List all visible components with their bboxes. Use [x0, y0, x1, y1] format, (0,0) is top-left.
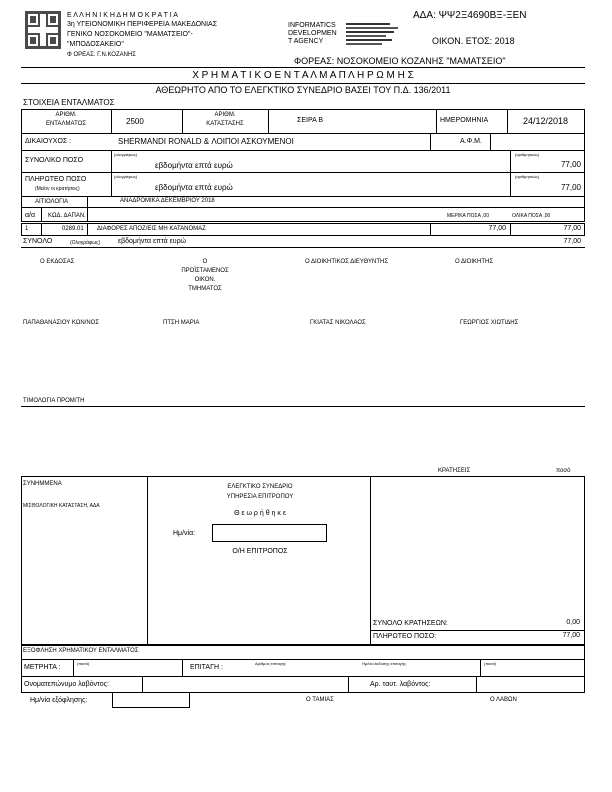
total-label: ΣΥΝΟΛΙΚΟ ΠΟΣΟ	[25, 157, 84, 164]
audit-date-label: Ημ/νία:	[173, 530, 196, 537]
status-num-label: ΑΡΙΘΜ.	[214, 112, 236, 118]
payable-words-hint: (ολογράφως)	[114, 174, 138, 179]
audit-verified: Θ ε ω ρ ή θ η κ ε	[234, 510, 286, 517]
payable-sub: (Μείον οι κρατήσεις)	[35, 186, 80, 192]
hospital-name: ΓΕΝΙΚΟ ΝΟΣΟΚΟΜΕΙΟ "ΜΑΜΑΤΣΕΙΟ"-	[67, 31, 193, 38]
sum-amount: 77,00	[563, 238, 581, 245]
payment-date-label: Ημ/νία εξόφλησης:	[30, 697, 88, 704]
state-emblem-icon	[25, 11, 61, 49]
attached-label: ΣΥΝΗΜΜΕΝΑ	[23, 481, 62, 487]
row-code: 0289.01	[62, 226, 84, 232]
agency-line-1: INFORMATICS	[288, 22, 336, 29]
sig-head-3: ΟΙΚΟΝ.	[194, 277, 216, 283]
mandate-date: 24/12/2018	[523, 116, 569, 126]
reason-label: ΑΙΤΙΟΛΟΓΙΑ	[35, 199, 69, 205]
sig-head-1: Ο	[202, 259, 208, 265]
attached-ada: ΜΙΣΘΟΛΟΓΙΚΗ ΚΑΤΑΣΤΑΣΗ, ΑΔΑ	[23, 503, 100, 509]
agency-line-3: T AGENCY	[288, 38, 324, 45]
header-rule	[21, 67, 585, 68]
reason-value: ΑΝΑΔΡΟΜΙΚΑ ΔΕΚΕΜΒΡΙΟΥ 2018	[120, 198, 215, 204]
name-admin-director: ΓΚΙΑΤΑΣ ΝΙΚΟΛΑΟΣ	[310, 320, 366, 326]
col-aa: α/α	[25, 212, 36, 219]
audit-payable-value: 77,00	[562, 632, 580, 639]
total-digits-hint: (αριθμητικώς)	[515, 152, 540, 157]
audit-commissioner: Ο/Η ΕΠΙΤΡΟΠΟΣ	[232, 548, 288, 555]
deductions-total-value: 0,00	[566, 619, 580, 626]
receiver-label: Ο ΛΑΒΩΝ	[490, 697, 517, 703]
mandate-num-label-2: ΕΝΤΑΛΜΑΤΟΣ	[45, 121, 87, 127]
ada-code: ΑΔΑ: ΨΨ2Ξ4690ΒΞ-ΞΕΝ	[413, 10, 527, 21]
col-code: ΚΩΔ. ΔΑΠΑΝ.	[48, 213, 86, 219]
sig-head-4: ΤΜΗΜΑΤΟΣ	[188, 286, 222, 292]
agency-line-2: DEVELOPMEN	[288, 30, 337, 37]
recipient-id-label: Αρ. ταυτ. λαβόντος:	[370, 681, 431, 688]
hospital-name-2: "ΜΠΟΔΟΣΑΚΕΙΟ"	[67, 41, 124, 48]
document-subtitle: ΑΘΕΩΡΗΤΟ ΑΠΟ ΤΟ ΕΛΕΓΚΤΙΚΟ ΣΥΝΕΔΡΙΟ ΒΑΣΕΙ ΤΟΥ Π.Δ. 136/2011	[155, 85, 451, 95]
audit-court: ΕΛΕΓΚΤΙΚΟ ΣΥΝΕΔΡΙΟ	[227, 484, 293, 490]
sig-head-2: ΠΡΟΪΣΤΑΜΕΝΟΣ	[181, 268, 229, 274]
name-governor: ΓΕΩΡΓΙΟΣ ΧΙΩΤΙΔΗΣ	[460, 320, 519, 326]
total-words-hint: (ολογράφως)	[114, 152, 138, 157]
cheque-number-hint: Αριθμός επιταγής	[255, 661, 287, 666]
row-partial: 77,00	[488, 225, 506, 232]
sum-label: ΣΥΝΟΛΟ	[23, 238, 53, 245]
cash-label: ΜΕΤΡΗΤΑ :	[24, 664, 61, 671]
invoice-label: ΤΙΜΟΛΟΓΙΑ ΠΡΟΜ/ΤΗ	[23, 398, 85, 404]
payable-label: ΠΛΗΡΩΤΕΟ ΠΟΣΟ	[25, 176, 87, 183]
date-label: ΗΜΕΡΟΜΗΝΙΑ	[440, 117, 489, 124]
status-num-label-2: ΚΑΤΑΣΤΑΣΗΣ	[206, 121, 244, 127]
payable-digits-hint: (αριθμητικώς)	[515, 174, 540, 179]
col-total: ΟΛΙΚΑ ΠΟΣΑ ,00	[512, 213, 551, 219]
audit-date-field[interactable]	[212, 524, 327, 542]
foreas-small: Φ ΟΡΕΑΣ: Γ.Ν.ΚΟΖΑΝΗΣ	[67, 52, 137, 58]
sig-governor: Ο ΔΙΟΙΚΗΤΗΣ	[455, 259, 494, 265]
beneficiary-name: SHERMANDI RONALD & ΛΟΙΠΟΙ ΑΣΚΟΥΜΕΝΟΙ	[118, 137, 294, 146]
payable-amount: 77,00	[560, 183, 581, 192]
fiscal-year: ΟΙΚΟΝ. ΕΤΟΣ: 2018	[432, 36, 515, 46]
total-words: εβδομήντα επτά ευρώ	[155, 161, 233, 170]
amount-label: ποσό	[556, 468, 571, 474]
deductions-label: ΚΡΑΤΗΣΕΙΣ	[438, 468, 471, 474]
sig-admin-director: Ο ΔΙΟΙΚΗΤΙΚΟΣ ΔΙΕΥΘΥΝΤΗΣ	[305, 259, 389, 265]
settlement-title: ΕΞΟΦΛΗΣΗ ΧΡΗΜΑΤΙΚΟΥ ΕΝΤΑΛΜΑΤΟΣ	[23, 648, 139, 654]
audit-box	[21, 476, 585, 645]
sum-words: εβδομήντα επτά ευρώ	[118, 238, 187, 245]
row-description: ΔΙΑΦΟΡΕΣ ΑΠΟΖ/ΕΙΣ ΜΗ ΚΑΤΑΝΟΜΑΖ	[97, 226, 206, 232]
total-amount: 77,00	[560, 160, 581, 169]
mandate-num-label: ΑΡΙΘΜ.	[55, 112, 77, 118]
audit-payable-label: ΠΛΗΡΩΤΕΟ ΠΟΣΟ:	[373, 633, 437, 640]
deductions-total-label: ΣΥΝΟΛΟ ΚΡΑΤΗΣΕΩΝ:	[373, 620, 448, 627]
document-title: Χ Ρ Η Μ Α Τ Ι Κ Ο Ε Ν Τ Α Λ Μ Α Π Λ Η Ρ Ω Μ Η Σ	[192, 70, 414, 81]
mandate-number: 2500	[126, 117, 144, 126]
agency-logo-icon	[346, 22, 406, 48]
health-region: 3η ΥΓΕΙΟΝΟΜΙΚΗ ΠΕΡΙΦΕΡΕΙΑ ΜΑΚΕΔΟΝΙΑΣ	[67, 21, 218, 28]
afm-label: Α.Φ.Μ.	[460, 138, 482, 145]
foreas-main: ΦΟΡΕΑΣ: ΝΟΣΟΚΟΜΕΙΟ ΚΟΖΑΝΗΣ "ΜΑΜΑΤΣΕΙΟ"	[294, 56, 506, 66]
beneficiary-label: ΔΙΚΑΙΟΥΧΟΣ :	[25, 138, 72, 145]
cheque-amount-hint: (ποσό)	[484, 661, 497, 666]
cheque-label: ΕΠΙΤΑΓΗ :	[190, 664, 223, 671]
payable-words: εβδομήντα επτά ευρώ	[155, 183, 233, 192]
sum-hint: (Ολογράφως)	[70, 240, 101, 246]
recipient-label: Ονοματεπώνυμο λαβόντος:	[24, 681, 109, 688]
col-partial: ΜΕΡΙΚΑ ΠΟΣΑ ,00	[447, 213, 489, 219]
cheque-date-hint: Ημ/νία έκδοσης επιταγής	[362, 661, 406, 666]
name-issuer: ΠΑΠΑΘΑΝΑΣΙΟΥ ΚΩΝ/ΝΟΣ	[23, 320, 100, 326]
cash-hint: (ποσό)	[77, 661, 90, 666]
series: ΣΕΙΡΑ Β	[297, 117, 323, 124]
country-title: Ε Λ Λ Η Ν Ι Κ Η Δ Η Μ Ο Κ Ρ Α Τ Ι Α	[67, 12, 178, 19]
invoice-rule	[21, 406, 585, 407]
sig-issuer: Ο ΕΚΔΟΣΑΣ	[40, 259, 75, 265]
section-title: ΣΤΟΙΧΕΙΑ ΕΝΤΑΛΜΑΤΟΣ	[23, 98, 115, 107]
cashier-label: Ο ΤΑΜΙΑΣ	[306, 697, 334, 703]
name-head: ΠΤΣΗ ΜΑΡΙΑ	[163, 320, 200, 326]
row-total: 77,00	[563, 225, 581, 232]
audit-service: ΥΠΗΡΕΣΙΑ ΕΠΙΤΡΟΠΟΥ	[226, 494, 294, 500]
title-rule	[21, 83, 585, 84]
row-aa: 1	[25, 226, 29, 232]
payment-date-field[interactable]	[112, 692, 190, 708]
